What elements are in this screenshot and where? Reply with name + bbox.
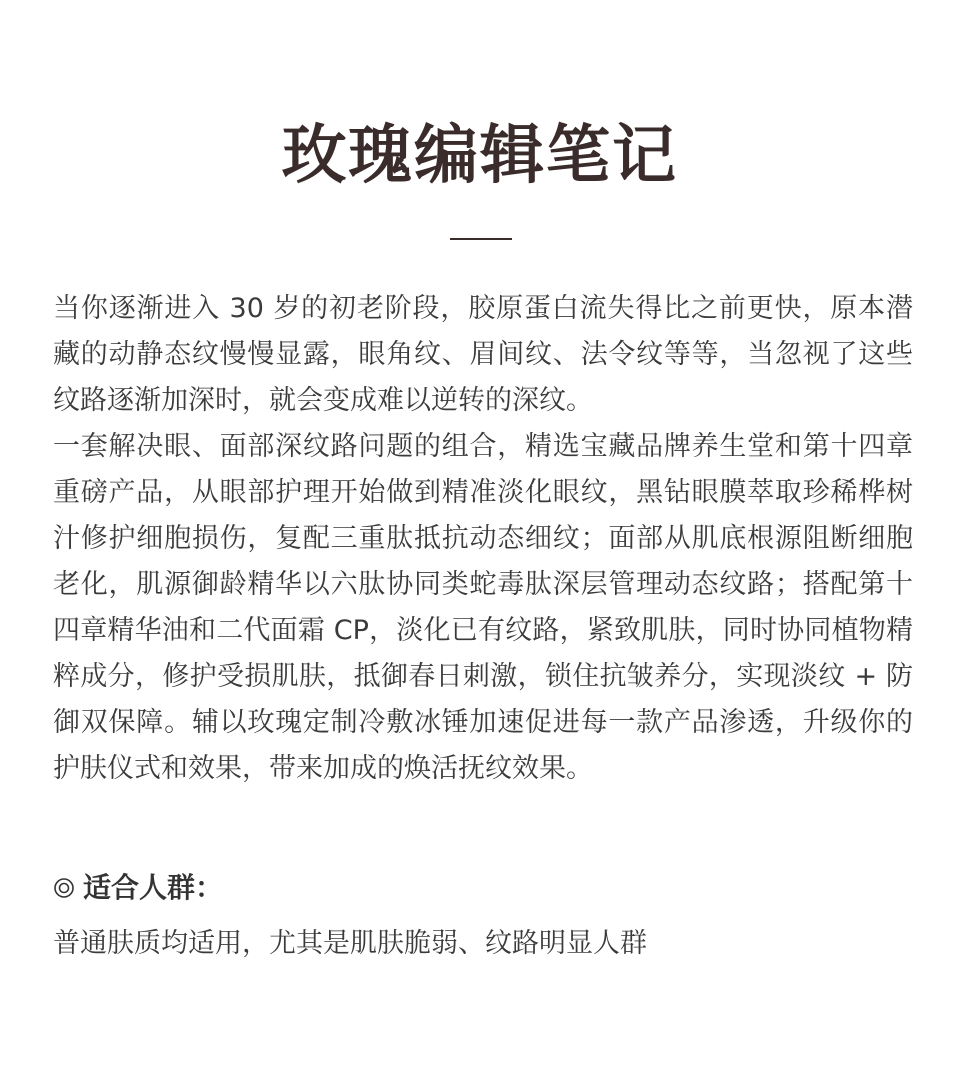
title-divider	[450, 238, 512, 240]
circle-dot-icon	[53, 877, 75, 899]
suitable-heading-label: 适合人群：	[83, 871, 224, 904]
page-title: 玫瑰编辑笔记	[282, 118, 678, 193]
suitable-description: 普通肤质均适用，尤其是肌肤脆弱、纹路明显人群	[53, 928, 647, 959]
suitable-heading	[53, 866, 223, 910]
paragraph-detail: 一套解决眼、面部深纹路问题的组合，精选宝藏品牌养生堂和第十四章重磅产品，从眼部护理开始做到精准淡化眼纹，黑钻眼膜萃取珍稀桦树汁修护细胞损伤，复配三重肽抵抗动态细纹；面部从肌底根源阻断细胞老化，肌源御龄精华以六肽协同类蛇毒肽深层管理动态纹路；搭配第十四章精华油和二代面霜 CP，淡化已有纹路，紧致肌肤，同时协同植物精粹成分，修护受损肌肤，抵御春日刺激，锁住抗皱养分，实现淡纹 + 防御双保障。辅以玫瑰定制冷敷冰锤加速促进每一款产品渗透，升级你的护肤仪式和效果，带来加成的焕活抚纹效果。	[53, 431, 913, 784]
article-body	[53, 286, 913, 792]
paragraph-intro: 当你逐渐进入 30 岁的初老阶段，胶原蛋白流失得比之前更快，原本潜藏的动静态纹慢慢显露，眼角纹、眉间纹、法令纹等等，当忽视了这些纹路逐渐加深时，就会变成难以逆转的深纹。	[53, 293, 913, 416]
